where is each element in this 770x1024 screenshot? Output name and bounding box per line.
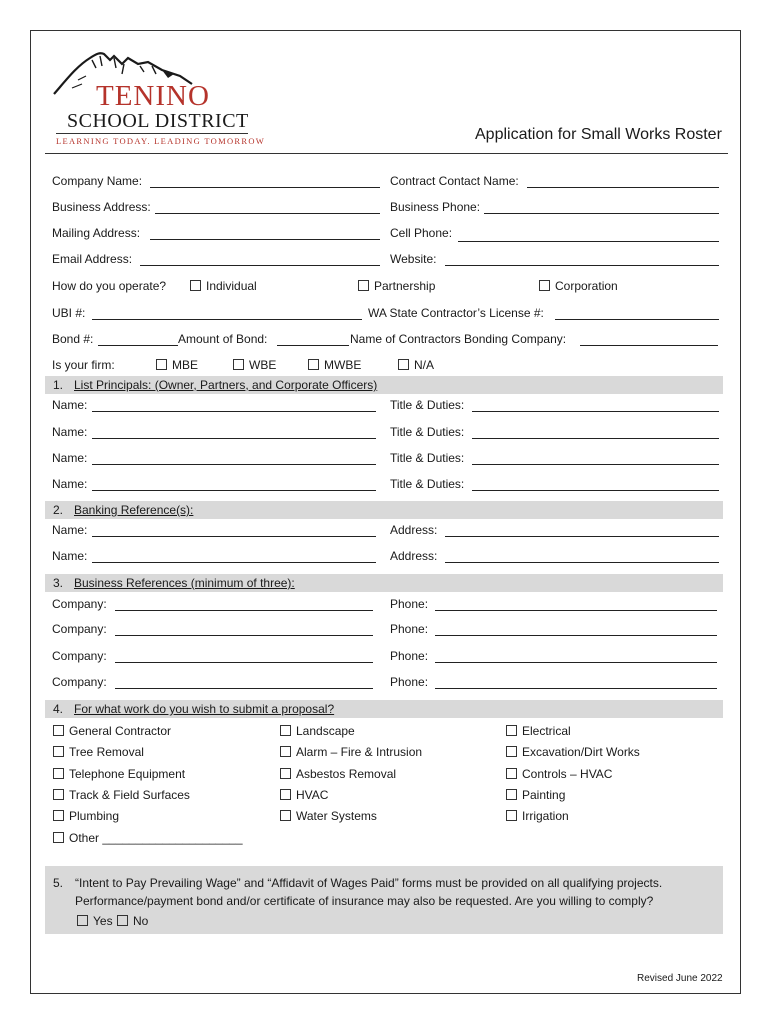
reference-2-phone-label: Phone:	[390, 622, 429, 636]
work-option-label: Irrigation	[522, 809, 569, 824]
bond-label: Bond #:	[52, 332, 94, 346]
contract-contact-field[interactable]	[527, 187, 719, 188]
license-label: WA State Contractor’s License #:	[368, 306, 544, 320]
section-5-text-2: Performance/payment bond and/or certificate of insurance may also be requested. Are you willing to comply?	[75, 894, 654, 908]
checkbox-icon	[506, 768, 517, 779]
checkbox-icon	[233, 359, 244, 370]
work-option-label: Track & Field Surfaces	[69, 787, 190, 802]
principal-2-duties-field[interactable]	[472, 438, 719, 439]
comply-yes[interactable]: Yes	[77, 914, 113, 928]
revised-date: Revised June 2022	[637, 973, 723, 984]
cell-phone-label: Cell Phone:	[390, 226, 453, 240]
reference-4-phone-field[interactable]	[435, 688, 717, 689]
firm-wbe[interactable]: WBE	[233, 358, 276, 372]
checkbox-icon	[539, 280, 550, 291]
work-option-label: Tree Removal	[69, 745, 144, 760]
operate-corporation[interactable]: Corporation	[539, 279, 618, 293]
principal-4-name-label: Name:	[52, 477, 88, 491]
checkbox-icon	[398, 359, 409, 370]
form-title: Application for Small Works Roster	[475, 126, 722, 143]
section-1-header	[45, 376, 723, 394]
reference-2-company-label: Company:	[52, 622, 107, 636]
section-1-number: 1.	[53, 378, 64, 392]
section-2-header	[45, 501, 723, 519]
section-2-title: Banking Reference(s):	[74, 503, 194, 517]
company-name-label: Company Name:	[52, 174, 143, 188]
amount-bond-field[interactable]	[277, 345, 349, 346]
bank-1-address-label: Address:	[390, 523, 438, 537]
checkbox-icon	[280, 789, 291, 800]
checkbox-icon	[77, 915, 88, 926]
work-option[interactable]	[53, 724, 171, 738]
work-option[interactable]	[280, 745, 422, 759]
bonding-company-label: Name of Contractors Bonding Company:	[350, 332, 567, 346]
checkbox-icon	[156, 359, 167, 370]
reference-3-phone-label: Phone:	[390, 649, 429, 663]
work-option-label: Plumbing	[69, 809, 120, 824]
principal-3-duties-field[interactable]	[472, 464, 719, 465]
principal-4-name-field[interactable]	[92, 490, 376, 491]
work-option-label: Painting	[522, 787, 566, 802]
checkbox-icon	[506, 725, 517, 736]
section-4-title: For what work do you wish to submit a proposal?	[74, 702, 335, 716]
work-option[interactable]	[506, 724, 571, 738]
bank-2-name-field[interactable]	[92, 562, 376, 563]
principal-2-name-label: Name:	[52, 425, 88, 439]
work-option-label: Asbestos Removal	[296, 766, 397, 781]
work-option[interactable]	[506, 767, 612, 781]
work-option[interactable]	[280, 788, 328, 802]
principal-1-duties-label: Title & Duties:	[390, 398, 465, 412]
work-option[interactable]	[506, 809, 569, 823]
amount-bond-label: Amount of Bond:	[178, 332, 268, 346]
mailing-address-label: Mailing Address:	[52, 226, 141, 240]
work-option[interactable]	[53, 767, 185, 781]
checkbox-icon	[190, 280, 201, 291]
work-option-label: Water Systems	[296, 809, 377, 824]
ubi-field[interactable]	[92, 319, 362, 320]
mailing-address-field[interactable]	[150, 239, 380, 240]
work-option[interactable]	[506, 745, 640, 759]
principal-2-name-field[interactable]	[92, 438, 376, 439]
work-option[interactable]	[506, 788, 565, 802]
reference-2-company-field[interactable]	[115, 635, 373, 636]
checkbox-icon	[280, 746, 291, 757]
work-option[interactable]	[280, 767, 396, 781]
operate-individual[interactable]: Individual	[190, 279, 257, 293]
operate-partnership[interactable]: Partnership	[358, 279, 435, 293]
checkbox-icon	[280, 810, 291, 821]
company-name-field[interactable]	[150, 187, 380, 188]
checkbox-icon	[53, 789, 64, 800]
header-divider	[45, 153, 728, 154]
section-4-header	[45, 700, 723, 718]
work-option[interactable]	[280, 724, 355, 738]
principal-1-name-field[interactable]	[92, 411, 376, 412]
work-option-label: Excavation/Dirt Works	[522, 745, 640, 760]
checkbox-icon	[280, 768, 291, 779]
business-address-label: Business Address:	[52, 200, 151, 214]
reference-1-phone-field[interactable]	[435, 610, 717, 611]
work-option-label: General Contractor	[69, 724, 172, 738]
bonding-company-field[interactable]	[580, 345, 718, 346]
reference-1-phone-label: Phone:	[390, 597, 429, 611]
work-option-label: Other _____________________	[69, 830, 243, 845]
checkbox-icon	[53, 832, 64, 843]
checkbox-icon	[506, 789, 517, 800]
bank-2-name-label: Name:	[52, 549, 88, 563]
operate-question: How do you operate?	[52, 279, 167, 293]
reference-3-company-field[interactable]	[115, 662, 373, 663]
section-4-number: 4.	[53, 702, 64, 716]
license-field[interactable]	[555, 319, 719, 320]
work-option-label: Electrical	[522, 724, 571, 738]
section-1-title: List Principals: (Owner, Partners, and Corporate Officers)	[74, 378, 378, 392]
work-option[interactable]	[53, 831, 243, 845]
reference-3-company-label: Company:	[52, 649, 107, 663]
principal-1-duties-field[interactable]	[472, 411, 719, 412]
work-option-label: HVAC	[296, 787, 329, 802]
checkbox-icon	[53, 725, 64, 736]
reference-2-phone-field[interactable]	[435, 635, 717, 636]
section-2-number: 2.	[53, 503, 64, 517]
bank-2-address-field[interactable]	[445, 562, 719, 563]
firm-na[interactable]: N/A	[398, 358, 434, 372]
firm-mwbe[interactable]: MWBE	[308, 358, 361, 372]
firm-mbe[interactable]: MBE	[156, 358, 198, 372]
section-5-text-1: “Intent to Pay Prevailing Wage” and “Affidavit of Wages Paid” forms must be provided on all qualifying projects.	[75, 876, 663, 890]
business-phone-field[interactable]	[484, 213, 719, 214]
work-option-label: Landscape	[296, 724, 355, 738]
principal-3-name-label: Name:	[52, 451, 88, 465]
principal-3-name-field[interactable]	[92, 464, 376, 465]
ubi-label: UBI #:	[52, 306, 86, 320]
bank-1-address-field[interactable]	[445, 536, 719, 537]
checkbox-icon	[506, 746, 517, 757]
section-3-header	[45, 574, 723, 592]
checkbox-icon	[117, 915, 128, 926]
bond-field[interactable]	[98, 345, 178, 346]
section-3-title: Business References (minimum of three):	[74, 576, 295, 590]
firm-question: Is your firm:	[52, 358, 115, 372]
contract-contact-label: Contract Contact Name:	[390, 174, 519, 188]
website-field[interactable]	[445, 265, 719, 266]
checkbox-icon	[280, 725, 291, 736]
section-5-number: 5.	[53, 876, 64, 890]
work-option[interactable]	[53, 788, 190, 802]
email-address-field[interactable]	[140, 265, 380, 266]
reference-4-company-label: Company:	[52, 675, 107, 689]
logo-tagline: LEARNING TODAY. LEADING TOMORROW	[56, 136, 266, 146]
checkbox-icon	[358, 280, 369, 291]
reference-1-company-field[interactable]	[115, 610, 373, 611]
logo-divider	[56, 133, 248, 134]
checkbox-icon	[53, 746, 64, 757]
checkbox-icon	[53, 810, 64, 821]
cell-phone-field[interactable]	[458, 241, 719, 242]
work-option[interactable]	[53, 809, 119, 823]
work-option[interactable]	[53, 745, 144, 759]
business-address-field[interactable]	[155, 213, 380, 214]
reference-3-phone-field[interactable]	[435, 662, 717, 663]
logo-subtitle: SCHOOL DISTRICT	[67, 110, 249, 132]
bank-1-name-label: Name:	[52, 523, 88, 537]
logo-name: TENINO	[96, 80, 210, 112]
reference-4-phone-label: Phone:	[390, 675, 429, 689]
bank-2-address-label: Address:	[390, 549, 438, 563]
principal-1-name-label: Name:	[52, 398, 88, 412]
comply-no[interactable]: No	[117, 914, 148, 928]
website-label: Website:	[390, 252, 437, 266]
reference-1-company-label: Company:	[52, 597, 107, 611]
principal-4-duties-label: Title & Duties:	[390, 477, 465, 491]
business-phone-label: Business Phone:	[390, 200, 481, 214]
work-option-label: Controls – HVAC	[522, 766, 613, 781]
principal-3-duties-label: Title & Duties:	[390, 451, 465, 465]
checkbox-icon	[506, 810, 517, 821]
principal-4-duties-field[interactable]	[472, 490, 719, 491]
bank-1-name-field[interactable]	[92, 536, 376, 537]
checkbox-icon	[53, 768, 64, 779]
checkbox-icon	[308, 359, 319, 370]
work-option-label: Telephone Equipment	[69, 766, 186, 781]
reference-4-company-field[interactable]	[115, 688, 373, 689]
section-3-number: 3.	[53, 576, 64, 590]
work-option-label: Alarm – Fire & Intrusion	[296, 745, 423, 760]
work-option[interactable]	[280, 809, 377, 823]
email-address-label: Email Address:	[52, 252, 133, 266]
principal-2-duties-label: Title & Duties:	[390, 425, 465, 439]
